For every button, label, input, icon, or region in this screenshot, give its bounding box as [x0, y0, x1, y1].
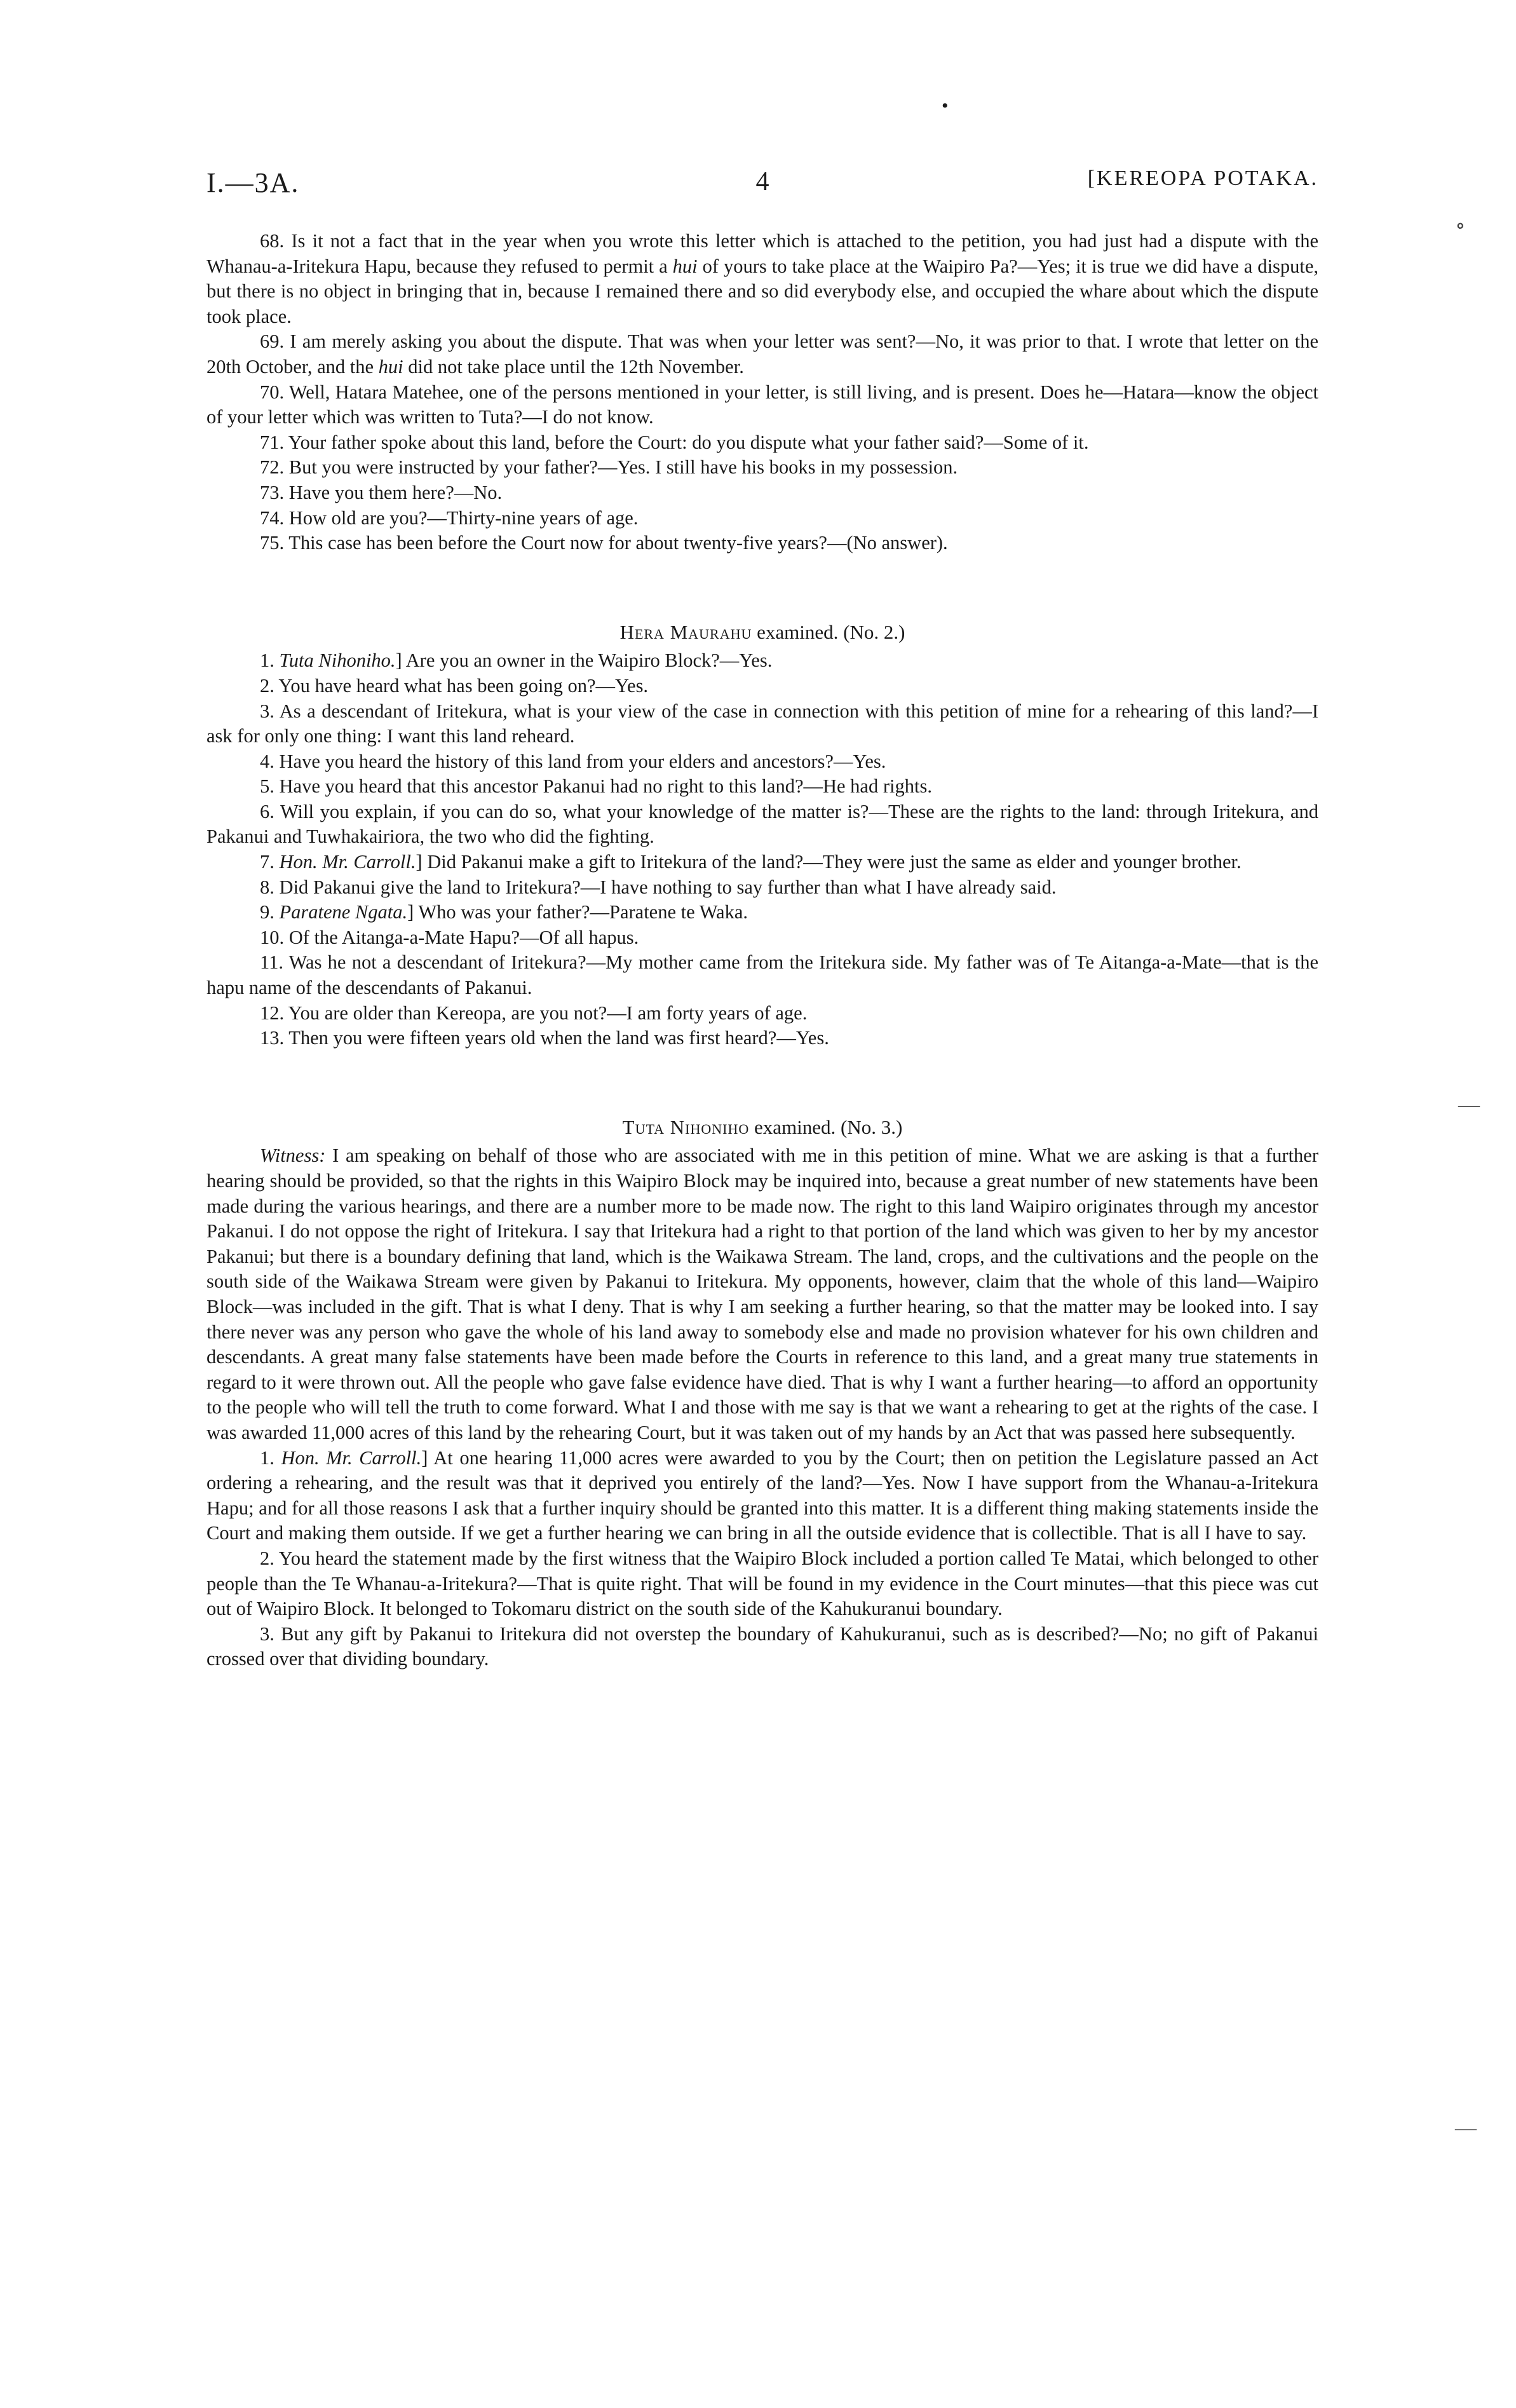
witness-statement: Witness: I am speaking on behalf of those who are associated with me in this petition of mine. What we are asking is that a further hearing should be provided, so that the rights in this Waipiro Block may be inquired into, because a great number of new statements have been made during the various hearings, and there are a number more to be made now. The right to this land Waipiro originates through my ancestor Pakanui. I do not oppose the right of Iritekura. I say that Iritekura had a right to that portion of the land which was given to her by my ancestor Pakanui; but there is a boundary defining that land, which is the Waikawa Stream. The land, crops, and the cultivations and the people on the south side of the Waikawa Stream were given by Pakanui to Iritekura. My opponents, however, claim that the whole of this land—Waipiro Block—was included in the gift. That is what I deny. That is why I am seeking a further hearing, so that the matter may be looked into. I say there never was any person who gave the whole of his land away to somebody else and made no provision whatever for his own children and descendants. A great many false statements have been made before the Courts in reference to this land, and a great many true statements in regard to it were thrown out. All the people who gave false evidence have died. That is why I want a further hearing—to afford an opportunity to the people who will tell the truth to come forward. What I and those with me say is that we want a rehearing to get at the rights of the case. I was awarded 11,000 acres of this land by the rehearing Court, but it was taken out of my hands by an Act that was passed here subsequently.: [206, 1145, 1318, 1443]
question-12: 12. You are older than Kereopa, are you not?—I am forty years of age.: [260, 1002, 808, 1024]
block-continued-questions: [206, 229, 1318, 556]
document-body: [206, 229, 1318, 1672]
section-heading: Hera Maurahu examined. (No. 2.): [619, 620, 905, 643]
question-2: 2. You heard the statement made by the first witness that the Waipiro Block included a portion called Te Matai, which belonged to other people than the Te Whanau-a-Iritekura?—That is quite right. That will be found in my evidence in the Court minutes—that this piece was cut out of Waipiro Block. It belonged to Tokomaru district on the south side of the Kahukuranui boundary.: [206, 1547, 1318, 1620]
question-3: 3. As a descendant of Iritekura, what is your view of the case in connection with this petition of mine for a rehearing of this land?—I ask for only one thing: I want this land reheard.: [206, 700, 1318, 747]
question-11: 11. Was he not a descendant of Iritekura?—My mother came from the Iritekura side. My father was of Te Aitanga-a-Mate—that is the hapu name of the descendants of Pakanui.: [206, 951, 1318, 999]
question-1: 1. Hon. Mr. Carroll.] At one hearing 11,000 acres were awarded to you by the Court; then on petition the Legislature passed an Act ordering a rehearing, and the result was that it deprived you entirely of the land?—Yes. Now I have support from the Whanau-a-Iritekura Hapu; and for all those reasons I ask that a further inquiry should be granted into this matter. It is a different thing making statements inside the Court and making them outside. If we get a further hearing we can bring in all the outside evidence that is collectible. That is all I have to say.: [206, 1446, 1319, 1544]
header-reference: I.—3A.: [206, 167, 300, 198]
question-6: 6. Will you explain, if you can do so, what your knowledge of the matter is?—These are the rights to the land: through Iritekura, and Pakanui and Tuwhakairiora, the two who did the fighting.: [206, 800, 1318, 848]
margin-tick-mark: —: [1458, 1093, 1480, 1117]
question-2: 2. You have heard what has been going on?—Yes.: [260, 674, 649, 697]
question-9: 9. Paratene Ngata.] Who was your father?—Paratene te Waka.: [260, 901, 748, 923]
page-number: 4: [755, 167, 769, 196]
page-header: [206, 167, 1318, 205]
question-10: 10. Of the Aitanga-a-Mate Hapu?—Of all hapus.: [260, 926, 639, 948]
margin-tick-mark: ∘: [1455, 214, 1466, 238]
margin-tick-mark: —: [1455, 2116, 1477, 2140]
section-hera-maurahu: [206, 620, 1318, 1051]
paragraph-q75: 75. This case has been before the Court now for about twenty-five years?—(No answer).: [260, 532, 948, 554]
paragraph-q70: 70. Well, Hatara Matehee, one of the persons mentioned in your letter, is still living, and is present. Does he—Hatara—know the object of your letter which was written to Tuta?—I do not know.: [206, 381, 1318, 428]
paragraph-q72: 72. But you were instructed by your father?—Yes. I still have his books in my possession.: [260, 456, 958, 479]
question-1: 1. Tuta Nihoniho.] Are you an owner in the Waipiro Block?—Yes.: [260, 650, 773, 672]
section-heading: Tuta Nihoniho examined. (No. 3.): [622, 1115, 903, 1138]
paragraph-q74: 74. How old are you?—Thirty-nine years of age.: [260, 507, 639, 529]
question-8: 8. Did Pakanui give the land to Iritekura?—I have nothing to say further than what I have already said.: [260, 876, 1057, 898]
question-7: 7. Hon. Mr. Carroll.] Did Pakanui make a gift to Iritekura of the land?—They were just the same as elder and younger brother.: [260, 851, 1242, 873]
paragraph-q69: 69. I am merely asking you about the dispute. That was when your letter was sent?—No, it was prior to that. I wrote that letter on the 20th October, and the hui did not take place until the 12th November.: [206, 330, 1318, 378]
question-13: 13. Then you were fifteen years old when the land was first heard?—Yes.: [260, 1027, 829, 1049]
question-4: 4. Have you heard the history of this land from your elders and ancestors?—Yes.: [260, 750, 886, 772]
section-tuta-nihoniho: [206, 1115, 1318, 1672]
header-witness-name: [KEREOPA POTAKA.: [1087, 167, 1318, 190]
question-3: 3. But any gift by Pakanui to Iritekura did not overstep the boundary of Kahukuranui, such as is described?—No; no gift of Pakanui crossed over that dividing boundary.: [206, 1622, 1318, 1670]
question-5: 5. Have you heard that this ancestor Pakanui had no right to this land?—He had rights.: [260, 775, 932, 798]
ink-dot: •: [942, 95, 949, 116]
paragraph-q73: 73. Have you them here?—No.: [260, 481, 503, 503]
paragraph-q68: 68. Is it not a fact that in the year when you wrote this letter which is attached to the petition, you had just had a dispute with the Whanau-a-Iritekura Hapu, because they refused to permit a hui of yours to take place at the Waipiro Pa?—Yes; it is true we did have a dispute, but there is no object in bringing that in, because I remained there and so did everybody else, and occupied the whare about which the dispute took place.: [206, 230, 1318, 327]
paragraph-q71: 71. Your father spoke about this land, before the Court: do you dispute what your father said?—Some of it.: [260, 431, 1089, 453]
